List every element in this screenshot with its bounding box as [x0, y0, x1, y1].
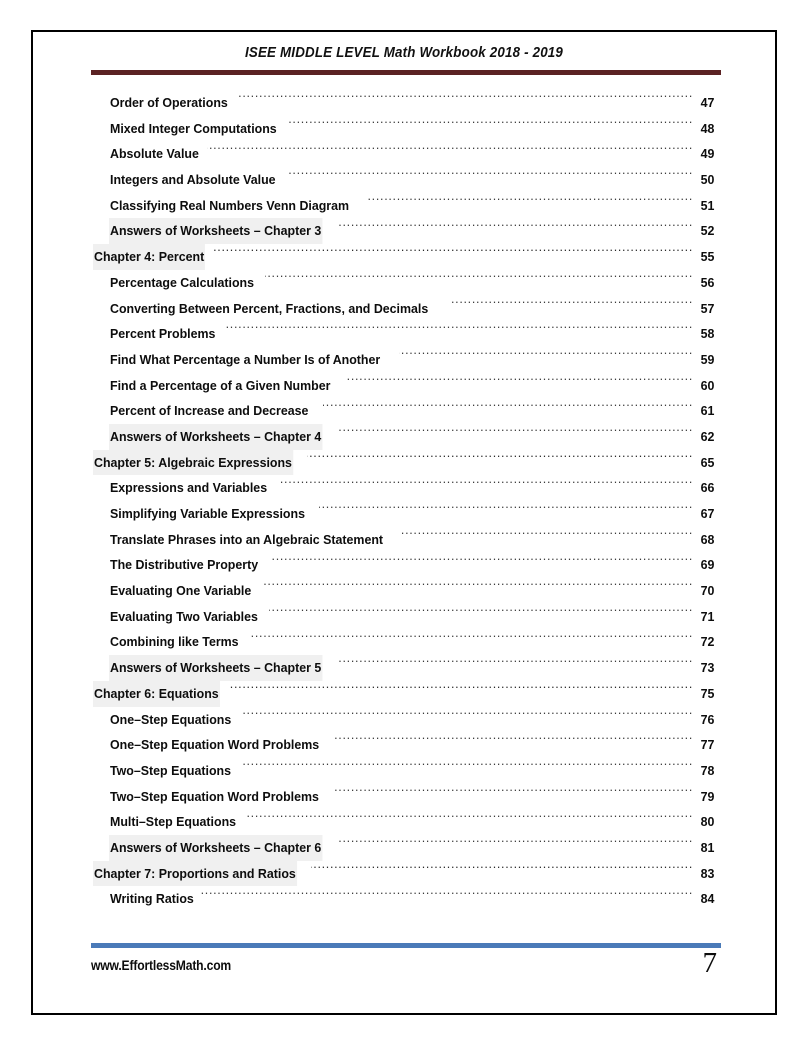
toc-entry-page-number: 58 [700, 326, 715, 342]
toc-entry[interactable] [33, 347, 775, 373]
toc-entry-label: Answers of Worksheets – Chapter 4 [110, 424, 321, 450]
toc-entry-page-number: 52 [700, 223, 715, 239]
toc-entry[interactable] [33, 784, 775, 810]
toc-entry-page-number: 78 [700, 762, 715, 778]
footer-website-link[interactable]: www.EffortlessMath.com [91, 958, 232, 973]
footer-page-number: 7 [702, 947, 717, 979]
toc-entry-page-number: 79 [700, 788, 715, 804]
toc-dot-leader [319, 502, 693, 518]
toc-entry-page-number: 73 [700, 660, 715, 676]
table-of-contents [33, 90, 775, 912]
toc-entry[interactable] [33, 578, 775, 604]
toc-entry-page-number: 60 [700, 377, 715, 393]
toc-dot-leader [270, 553, 693, 569]
toc-entry-label: Absolute Value [110, 146, 199, 162]
toc-entry[interactable] [33, 629, 775, 655]
toc-entry-label: Converting Between Percent, Fractions, and Decimals [110, 300, 429, 316]
toc-dot-leader [249, 630, 693, 646]
toc-entry-label: Simplifying Variable Expressions [110, 506, 305, 521]
toc-entry-label: Percentage Calculations [110, 274, 254, 290]
toc-entry-page-number: 71 [700, 608, 715, 624]
footer-divider [91, 943, 721, 948]
toc-entry-page-number: 61 [700, 403, 715, 419]
toc-dot-leader [323, 399, 693, 415]
toc-entry-label: Multi–Step Equations [110, 814, 237, 830]
toc-entry-label: Two–Step Equations [110, 762, 231, 778]
toc-entry[interactable] [33, 270, 775, 296]
toc-entry-page-number: 84 [700, 891, 715, 907]
toc-entry-label: Evaluating Two Variables [110, 608, 258, 624]
toc-entry-label: Mixed Integer Computations [110, 120, 277, 136]
toc-dot-leader [241, 759, 693, 775]
toc-entry[interactable] [33, 835, 775, 861]
toc-dot-leader [237, 91, 693, 107]
toc-dot-leader [334, 785, 693, 801]
toc-dot-leader [201, 887, 693, 903]
toc-entry-page-number: 77 [700, 737, 715, 753]
toc-entry-label: Chapter 6: Equations [94, 681, 219, 707]
toc-entry-page-number: 55 [700, 249, 715, 265]
toc-dot-leader [246, 810, 693, 826]
toc-dot-leader [402, 528, 693, 544]
toc-entry[interactable] [33, 732, 775, 758]
toc-entry-label: Classifying Real Numbers Venn Diagram [110, 197, 350, 213]
toc-entry-page-number: 65 [700, 454, 715, 470]
toc-entry-label: Find What Percentage a Number Is of Another [110, 351, 381, 367]
toc-dot-leader [241, 708, 693, 724]
toc-entry-label: Writing Ratios [110, 891, 194, 907]
toc-entry-label: Chapter 7: Proportions and Ratios [94, 861, 296, 887]
toc-entry-label: Evaluating One Variable [110, 583, 252, 599]
toc-dot-leader [213, 245, 693, 261]
page-header [33, 32, 775, 88]
toc-entry-label: Expressions and Variables [110, 480, 268, 496]
toc-entry-label: Percent Problems [110, 326, 216, 342]
toc-entry[interactable] [33, 604, 775, 630]
toc-entry-label: Answers of Worksheets – Chapter 3 [110, 218, 321, 244]
toc-entry[interactable] [33, 527, 775, 553]
toc-entry[interactable] [33, 475, 775, 501]
toc-entry[interactable] [33, 707, 775, 733]
toc-entry-page-number: 80 [700, 814, 715, 830]
toc-dot-leader [335, 733, 693, 749]
toc-entry-page-number: 56 [700, 274, 715, 290]
toc-entry[interactable] [33, 450, 775, 476]
toc-entry[interactable] [33, 167, 775, 193]
toc-entry-page-number: 57 [700, 300, 715, 316]
toc-entry-label: Percent of Increase and Decrease [110, 403, 309, 419]
toc-entry-label: Two–Step Equation Word Problems [110, 788, 319, 804]
toc-entry-page-number: 47 [700, 95, 715, 110]
toc-entry-label: Chapter 4: Percent [94, 244, 204, 270]
toc-entry-page-number: 51 [700, 197, 715, 213]
toc-entry-page-number: 75 [700, 685, 715, 701]
toc-dot-leader [337, 219, 693, 235]
toc-entry[interactable] [33, 809, 775, 835]
toc-entry-page-number: 69 [700, 557, 715, 573]
page-title: ISEE MIDDLE LEVEL Math Workbook 2018 - 2019 [244, 45, 564, 61]
toc-entry-label: Translate Phrases into an Algebraic Statement [110, 531, 384, 547]
toc-dot-leader [307, 451, 693, 467]
toc-entry[interactable] [33, 861, 775, 887]
toc-dot-leader [269, 605, 693, 621]
toc-entry-page-number: 49 [700, 146, 715, 162]
toc-dot-leader [337, 425, 693, 441]
toc-entry[interactable] [33, 244, 775, 270]
toc-dot-leader [337, 656, 693, 672]
toc-entry-page-number: 59 [700, 351, 715, 367]
toc-dot-leader [262, 579, 693, 595]
toc-dot-leader [337, 836, 693, 852]
toc-entry-page-number: 48 [700, 120, 715, 136]
toc-entry[interactable] [33, 758, 775, 784]
toc-dot-leader [451, 297, 693, 313]
toc-dot-leader [207, 142, 693, 158]
toc-entry[interactable] [33, 116, 775, 142]
toc-entry[interactable] [33, 218, 775, 244]
toc-entry[interactable] [33, 655, 775, 681]
toc-entry-label: Combining like Terms [110, 634, 239, 650]
toc-dot-leader [279, 476, 693, 492]
toc-entry[interactable] [33, 398, 775, 424]
toc-entry-page-number: 81 [700, 839, 715, 855]
header-divider [91, 70, 721, 75]
toc-dot-leader [265, 271, 693, 287]
toc-entry-label: One–Step Equation Word Problems [110, 737, 320, 753]
toc-entry-page-number: 83 [700, 865, 715, 881]
toc-dot-leader [311, 862, 693, 878]
toc-entry[interactable] [33, 141, 775, 167]
toc-entry[interactable] [33, 296, 775, 322]
toc-entry-page-number: 66 [700, 480, 715, 496]
document-page [31, 30, 777, 1015]
toc-entry[interactable] [33, 424, 775, 450]
toc-entry-label: One–Step Equations [110, 711, 232, 727]
toc-entry[interactable] [33, 552, 775, 578]
toc-entry-page-number: 70 [700, 583, 715, 599]
toc-entry-label: Integers and Absolute Value [110, 172, 276, 188]
toc-entry-page-number: 62 [700, 428, 715, 444]
toc-entry-label: Answers of Worksheets – Chapter 6 [110, 835, 321, 861]
toc-dot-leader [366, 194, 693, 210]
toc-entry[interactable] [33, 90, 775, 116]
toc-entry-page-number: 76 [700, 711, 715, 727]
toc-entry[interactable] [33, 886, 775, 912]
toc-entry-label: Answers of Worksheets – Chapter 5 [110, 655, 321, 681]
toc-entry-page-number: 67 [700, 506, 715, 521]
toc-dot-leader [224, 322, 693, 338]
toc-entry-label: Find a Percentage of a Given Number [110, 377, 331, 393]
page-footer [33, 933, 775, 1013]
toc-entry-page-number: 50 [700, 172, 715, 188]
toc-entry[interactable] [33, 501, 775, 527]
toc-dot-leader [288, 168, 693, 184]
toc-entry-label: Chapter 5: Algebraic Expressions [94, 450, 292, 476]
toc-dot-leader [347, 374, 693, 390]
toc-entry[interactable] [33, 193, 775, 219]
toc-entry-label: The Distributive Property [110, 557, 259, 573]
toc-dot-leader [399, 348, 693, 364]
toc-entry-label: Order of Operations [110, 95, 228, 110]
toc-entry-page-number: 72 [700, 634, 715, 650]
toc-entry[interactable] [33, 681, 775, 707]
toc-entry-page-number: 68 [700, 531, 715, 547]
toc-entry[interactable] [33, 321, 775, 347]
toc-dot-leader [229, 682, 693, 698]
toc-dot-leader [289, 117, 693, 133]
toc-entry[interactable] [33, 373, 775, 399]
